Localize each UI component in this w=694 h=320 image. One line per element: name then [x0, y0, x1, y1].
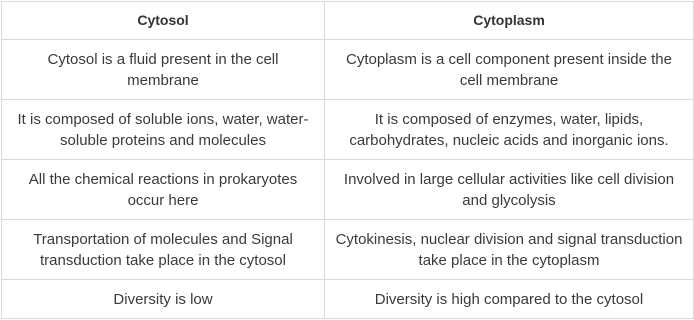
table-row [2, 40, 694, 100]
table-row [2, 100, 694, 160]
table-cell-cytosol: Cytosol is a fluid present in the cell membrane [2, 40, 325, 100]
table-cell-cytoplasm: Cytoplasm is a cell component present inside the cell membrane [325, 40, 694, 100]
table-cell-cytosol: It is composed of soluble ions, water, water-soluble proteins and molecules [2, 100, 325, 160]
table-cell-cytoplasm: Cytokinesis, nuclear division and signal transduction take place in the cytoplasm [325, 220, 694, 280]
table-cell-cytosol: Diversity is low [2, 280, 325, 319]
table-header-row [2, 2, 694, 40]
table-cell-cytoplasm: It is composed of enzymes, water, lipids, carbohydrates, nucleic acids and inorganic ions. [325, 100, 694, 160]
table-cell-cytoplasm: Involved in large cellular activities like cell division and glycolysis [325, 160, 694, 220]
column-header-cytoplasm: Cytoplasm [325, 2, 694, 40]
table-row [2, 220, 694, 280]
table-cell-cytoplasm: Diversity is high compared to the cytosol [325, 280, 694, 319]
comparison-table [1, 1, 694, 319]
table-row [2, 280, 694, 319]
table-cell-cytosol: All the chemical reactions in prokaryotes occur here [2, 160, 325, 220]
table-cell-cytosol: Transportation of molecules and Signal transduction take place in the cytosol [2, 220, 325, 280]
column-header-cytosol: Cytosol [2, 2, 325, 40]
table-row [2, 160, 694, 220]
